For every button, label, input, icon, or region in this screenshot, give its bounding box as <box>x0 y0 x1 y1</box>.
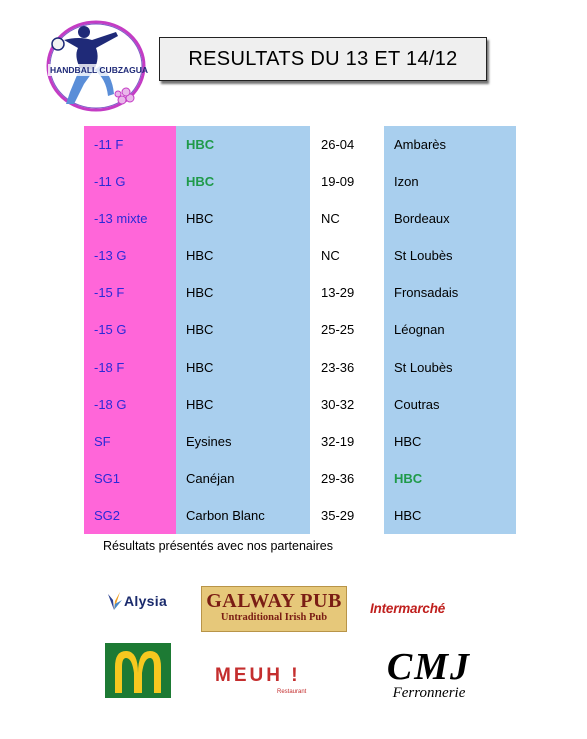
handball-player-icon <box>44 18 148 114</box>
score-cell: NC <box>321 248 340 264</box>
category-cell: -18 G <box>94 396 127 412</box>
away-team-cell: HBC <box>394 507 422 523</box>
results-table <box>84 126 516 534</box>
galway-pub-tagline: Untraditional Irish Pub <box>220 612 328 623</box>
home-team-cell: HBC <box>186 359 214 375</box>
away-team-cell: Ambarès <box>394 137 447 153</box>
score-cell: 29-36 <box>321 470 355 486</box>
category-cell: -15 F <box>94 285 125 301</box>
score-cell: 26-04 <box>321 137 355 153</box>
away-team-cell: HBC <box>394 470 423 486</box>
away-team-cell: Fronsadais <box>394 285 459 301</box>
home-team-cell: HBC <box>186 211 214 227</box>
category-cell: -13 G <box>94 248 127 264</box>
category-cell: -11 F <box>94 137 124 153</box>
cmj-name: CMJ <box>386 646 472 688</box>
away-team-cell: St Loubès <box>394 248 453 264</box>
mcdonalds-logo <box>105 643 171 698</box>
result-row <box>84 237 516 274</box>
intermarche-logo <box>370 600 482 626</box>
result-row <box>84 423 516 460</box>
intermarche-name: Intermarché <box>370 601 446 616</box>
result-row <box>84 311 516 348</box>
home-team-cell: HBC <box>186 174 215 190</box>
category-cell: SF <box>94 433 111 449</box>
cmj-logo <box>378 647 480 713</box>
category-cell: -11 G <box>94 174 126 190</box>
meuh-name: MEUH ! <box>215 665 301 686</box>
partners-label: Résultats présentés avec nos partenaires <box>103 539 333 553</box>
club-logo-text: HANDBALL CUBZAGUAIS <box>50 65 148 75</box>
away-team-cell: HBC <box>394 433 422 449</box>
score-cell: 13-29 <box>321 285 355 301</box>
home-team-cell: HBC <box>186 285 214 301</box>
score-cell: 35-29 <box>321 507 355 523</box>
score-cell: 19-09 <box>321 174 355 190</box>
home-team-cell: Carbon Blanc <box>186 507 265 523</box>
home-team-cell: HBC <box>186 396 214 412</box>
alysia-name: Alysia <box>124 593 168 609</box>
score-cell: 23-36 <box>321 359 355 375</box>
result-row <box>84 126 516 163</box>
away-team-cell: Léognan <box>394 322 445 338</box>
category-cell: -18 F <box>94 359 125 375</box>
meuh-logo <box>215 665 317 699</box>
page-title-box <box>159 37 487 81</box>
page-title: RESULTATS DU 13 ET 14/12 <box>188 47 458 70</box>
result-row <box>84 200 516 237</box>
home-team-cell: HBC <box>186 137 215 153</box>
result-row <box>84 349 516 386</box>
home-team-cell: Canéjan <box>186 470 235 486</box>
score-cell: 30-32 <box>321 396 355 412</box>
result-row <box>84 460 516 497</box>
result-row <box>84 497 516 534</box>
cmj-subtitle: Ferronnerie <box>392 685 466 701</box>
category-cell: -15 G <box>94 322 127 338</box>
category-cell: SG1 <box>94 470 121 486</box>
result-row <box>84 274 516 311</box>
home-team-cell: HBC <box>186 322 214 338</box>
alysia-icon <box>104 590 124 612</box>
result-row <box>84 163 516 200</box>
category-cell: -13 mixte <box>94 211 148 227</box>
away-team-cell: Coutras <box>394 396 440 412</box>
galway-pub-logo <box>201 586 347 632</box>
away-team-cell: Bordeaux <box>394 211 450 227</box>
home-team-cell: Eysines <box>186 433 232 449</box>
score-cell: 32-19 <box>321 433 355 449</box>
meuh-subtitle: Restaurant <box>277 689 307 695</box>
mcdonalds-arches-icon <box>105 643 171 698</box>
home-team-cell: HBC <box>186 248 214 264</box>
result-row <box>84 386 516 423</box>
alysia-logo <box>104 588 180 618</box>
score-cell: 25-25 <box>321 322 355 338</box>
away-team-cell: Izon <box>394 174 419 190</box>
club-logo <box>44 18 148 114</box>
score-cell: NC <box>321 211 340 227</box>
category-cell: SG2 <box>94 507 121 523</box>
away-team-cell: St Loubès <box>394 359 453 375</box>
galway-pub-name: GALWAY PUB <box>206 590 342 612</box>
